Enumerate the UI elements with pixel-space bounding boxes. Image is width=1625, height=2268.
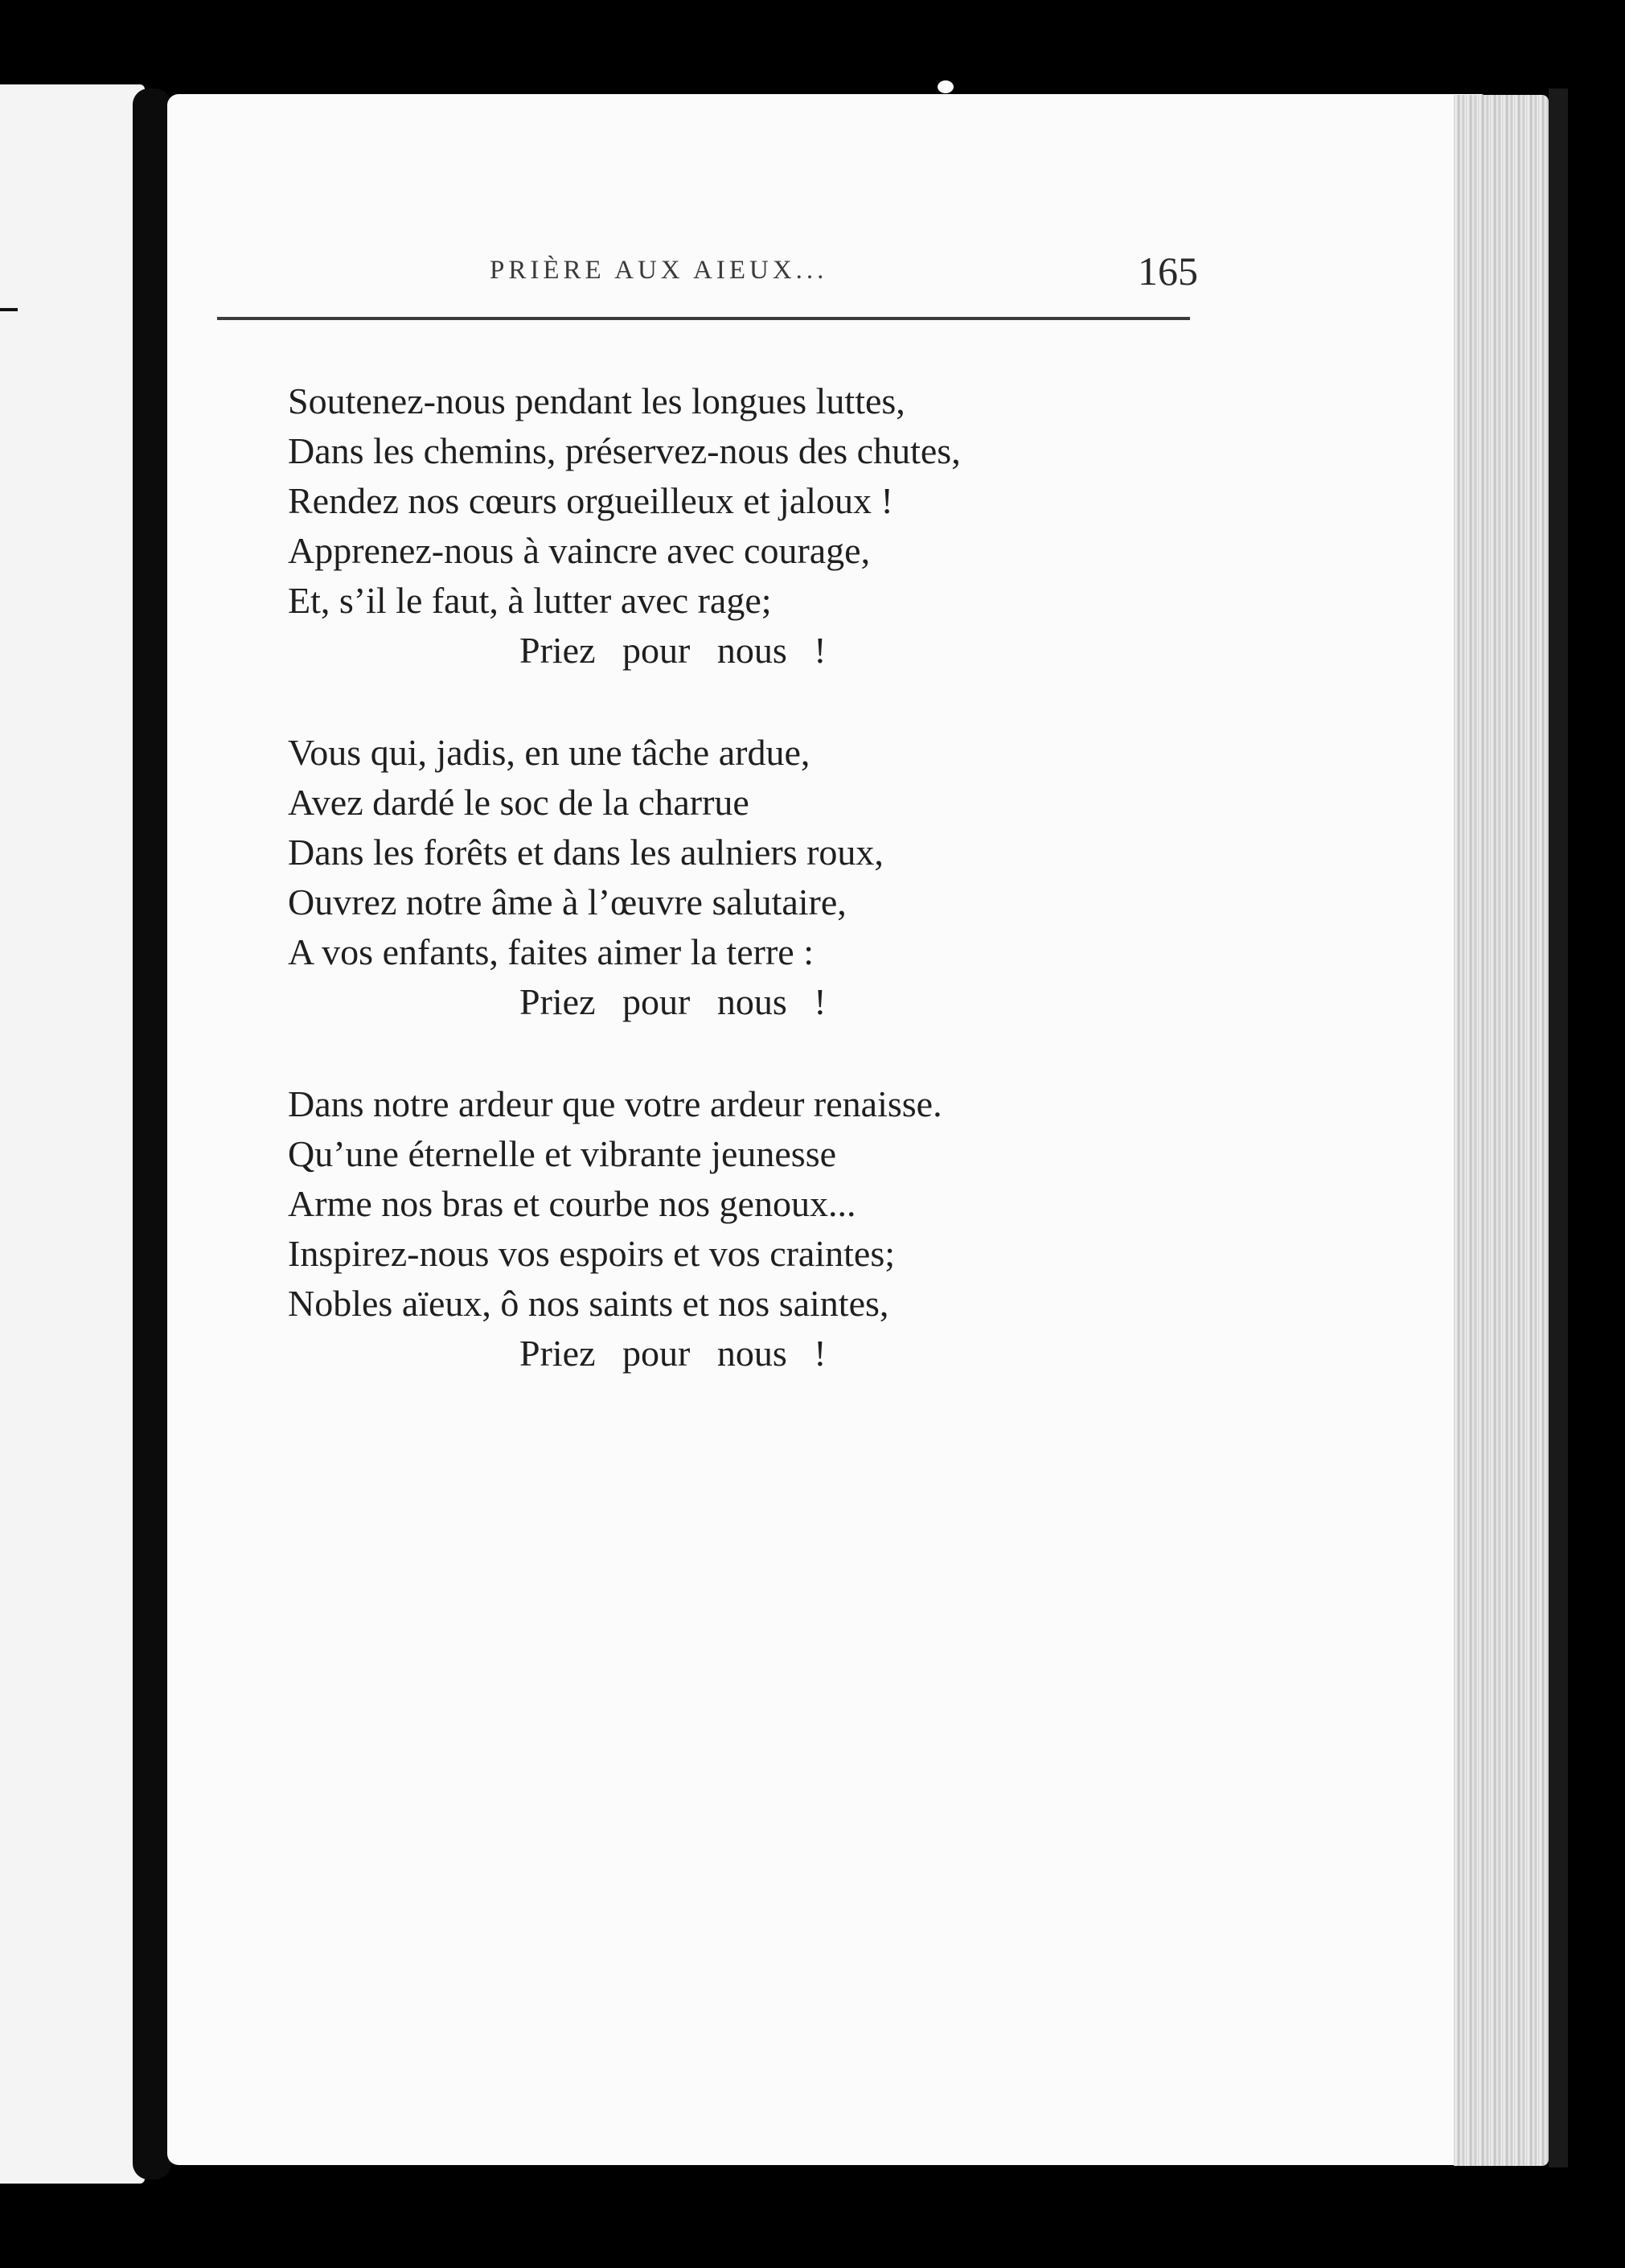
- verse-line: Apprenez-nous à vaincre avec courage,: [288, 530, 871, 571]
- verse-line: Avez dardé le soc de la charrue: [288, 782, 749, 823]
- verse-line: Arme nos bras et courbe nos genoux...: [288, 1183, 856, 1224]
- verse-line: Ouvrez notre âme à l’œuvre salutaire,: [288, 881, 847, 922]
- running-head: [217, 248, 1198, 296]
- verse-line: Dans les forêts et dans les aulniers roux,: [288, 832, 884, 873]
- header-rule: [217, 317, 1190, 320]
- top-notch: [938, 80, 954, 93]
- page-edges: [1454, 95, 1549, 2166]
- refrain-line: Priez pour nous !: [519, 981, 827, 1022]
- running-title: PRIÈRE AUX AIEUX...: [490, 256, 828, 285]
- poem: [288, 376, 1132, 1378]
- page-number: 165: [1138, 249, 1198, 294]
- verse-line: Nobles aïeux, ô nos saints et nos saintes,: [288, 1283, 889, 1324]
- stanza: [288, 1079, 1132, 1378]
- verse-line: Vous qui, jadis, en une tâche ardue,: [288, 732, 810, 773]
- verse-line: Dans notre ardeur que votre ardeur renaisse.: [288, 1083, 942, 1124]
- stanza: [288, 728, 1132, 1027]
- verse-line: Inspirez-nous vos espoirs et vos craintes;: [288, 1233, 896, 1274]
- verse-line: Dans les chemins, préservez-nous des chutes,: [288, 430, 961, 471]
- verse-line: Soutenez-nous pendant les longues luttes,: [288, 380, 905, 421]
- refrain-line: Priez pour nous !: [519, 630, 827, 671]
- book-spine: [133, 88, 171, 2180]
- verse-line: Et, s’il le faut, à lutter avec rage;: [288, 580, 772, 621]
- refrain-line: Priez pour nous !: [519, 1333, 827, 1374]
- verse-line: Rendez nos cœurs orgueilleux et jaloux !: [288, 480, 893, 521]
- stanza: [288, 376, 1132, 676]
- verse-line: Qu’une éternelle et vibrante jeunesse: [288, 1133, 837, 1174]
- verse-line: A vos enfants, faites aimer la terre :: [288, 931, 814, 972]
- book-edge-band: [1549, 88, 1568, 2167]
- left-page-edge: [0, 84, 145, 2184]
- left-page-mark: [0, 308, 18, 311]
